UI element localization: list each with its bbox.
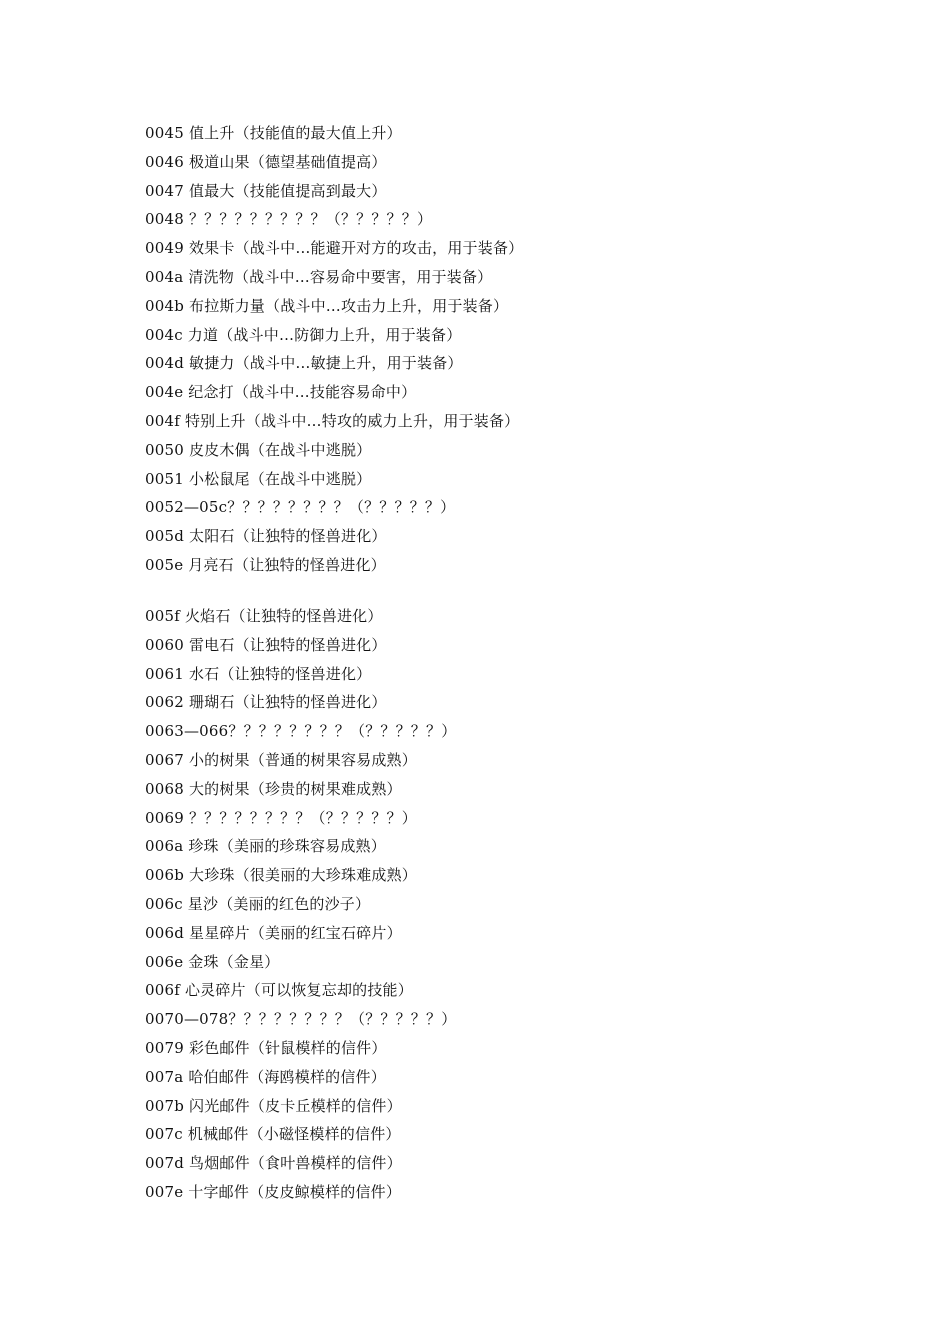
item-line: 0052—05c？？？？？？？？（？？？？？） xyxy=(145,498,456,517)
item-line: 0060 雷电石（让独特的怪兽进化） xyxy=(145,635,387,654)
item-line: 004c 力道（战斗中…防御力上升，用于装备） xyxy=(145,325,462,344)
item-line: 004e 纪念打（战斗中…技能容易命中） xyxy=(145,383,417,402)
item-line: 006a 珍珠（美丽的珍珠容易成熟） xyxy=(145,837,386,856)
item-line: 007b 闪光邮件（皮卡丘模样的信件） xyxy=(145,1096,402,1115)
item-line: 0051 小松鼠尾（在战斗中逃脱） xyxy=(145,469,372,488)
item-line: 004a 清洗物（战斗中…容易命中要害，用于装备） xyxy=(145,267,493,286)
item-line: 007c 机械邮件（小磁怪模样的信件） xyxy=(145,1125,401,1144)
item-line: 0049 效果卡（战斗中…能避开对方的攻击，用于装备） xyxy=(145,239,524,258)
item-line: 006d 星星碎片（美丽的红宝石碎片） xyxy=(145,923,402,942)
item-line: 004b 布拉斯力量（战斗中…攻击力上升，用于装备） xyxy=(145,296,509,315)
item-line: 0070—078？？？？？？？？（？？？？？） xyxy=(145,1010,457,1029)
item-line: 004f 特别上升（战斗中…特攻的威力上升，用于装备） xyxy=(145,411,520,430)
item-line: 0061 水石（让独特的怪兽进化） xyxy=(145,664,372,683)
item-line: 0045 值上升（技能值的最大值上升） xyxy=(145,124,402,142)
item-line: 007a 哈伯邮件（海鸥模样的信件） xyxy=(145,1067,386,1086)
item-line: 005d 太阳石（让独特的怪兽进化） xyxy=(145,527,387,546)
item-line: 0062 珊瑚石（让独特的怪兽进化） xyxy=(145,693,387,712)
item-line: 0063—066？？？？？？？？（？？？？？） xyxy=(145,722,457,741)
item-line: 006b 大珍珠（很美丽的大珍珠难成熟） xyxy=(145,866,418,885)
item-line: 006e 金珠（金星） xyxy=(145,952,280,971)
item-line: 005f 火焰石（让独特的怪兽进化） xyxy=(145,607,383,625)
item-list-section-b xyxy=(145,602,905,1207)
item-line: 007d 鸟烟邮件（食叶兽模样的信件） xyxy=(145,1154,402,1173)
item-line: 004d 敏捷力（战斗中…敏捷上升，用于装备） xyxy=(145,354,463,373)
item-line: 0048 ？？？？？？？？？（？？？？？） xyxy=(145,210,433,229)
item-line: 0046 极道山果（德望基础值提高） xyxy=(145,152,387,171)
item-line: 0067 小的树果（普通的树果容易成熟） xyxy=(145,750,417,769)
item-line: 005e 月亮石（让独特的怪兽进化） xyxy=(145,555,386,574)
item-line: 0050 皮皮木偶（在战斗中逃脱） xyxy=(145,440,372,459)
item-line: 007e 十字邮件（皮皮鲸模样的信件） xyxy=(145,1182,402,1201)
item-line: 006c 星沙（美丽的红色的沙子） xyxy=(145,894,371,913)
item-line: 0069 ？？？？？？？？（？？？？？） xyxy=(145,808,417,827)
item-list-section-a xyxy=(145,119,905,580)
item-line: 0079 彩色邮件（针鼠模样的信件） xyxy=(145,1038,387,1057)
item-line: 0068 大的树果（珍贵的树果难成熟） xyxy=(145,779,402,798)
item-line: 006f 心灵碎片（可以恢复忘却的技能） xyxy=(145,981,413,1000)
item-line: 0047 值最大（技能值提高到最大） xyxy=(145,181,387,200)
